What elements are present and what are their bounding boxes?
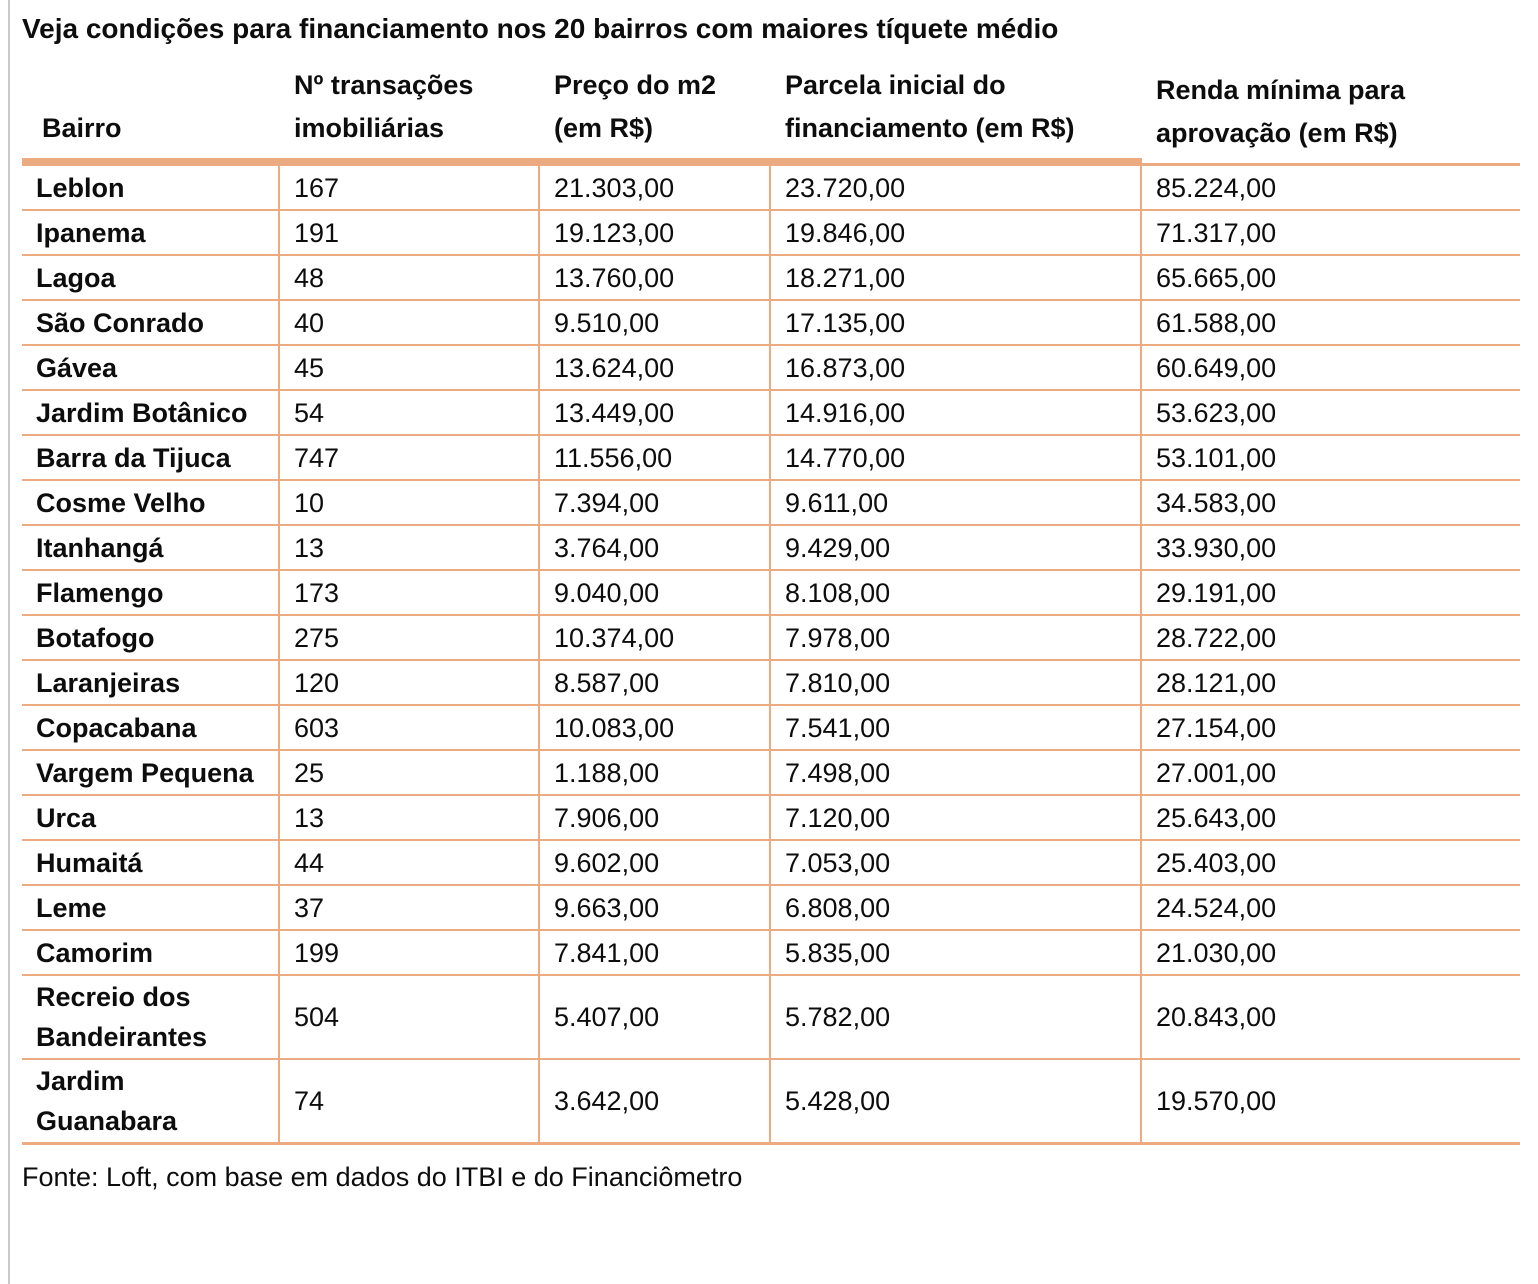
renda-cell: 27.001,00 xyxy=(1142,751,1520,796)
transacoes-cell: 167 xyxy=(280,166,540,211)
parcela-cell: 6.808,00 xyxy=(771,886,1142,931)
transacoes-cell: 191 xyxy=(280,211,540,256)
bairro-cell: Laranjeiras xyxy=(22,661,280,706)
parcela-cell: 23.720,00 xyxy=(771,166,1142,211)
column-header-transacoes: Nº transações imobiliárias xyxy=(280,46,540,166)
table-row xyxy=(22,931,1520,976)
preco-m2-cell: 21.303,00 xyxy=(540,166,771,211)
table-header xyxy=(22,46,1520,166)
header-row xyxy=(22,46,1520,166)
parcela-cell: 7.498,00 xyxy=(771,751,1142,796)
transacoes-cell: 45 xyxy=(280,346,540,391)
parcela-cell: 7.120,00 xyxy=(771,796,1142,841)
table-row xyxy=(22,346,1520,391)
financing-conditions-table xyxy=(22,46,1520,1145)
table-row xyxy=(22,436,1520,481)
column-header-parcela-inicial: Parcela inicial do financiamento (em R$) xyxy=(771,46,1142,166)
renda-cell: 27.154,00 xyxy=(1142,706,1520,751)
parcela-cell: 14.770,00 xyxy=(771,436,1142,481)
transacoes-cell: 54 xyxy=(280,391,540,436)
table-row xyxy=(22,751,1520,796)
parcela-cell: 7.541,00 xyxy=(771,706,1142,751)
preco-m2-cell: 3.642,00 xyxy=(540,1060,771,1145)
transacoes-cell: 199 xyxy=(280,931,540,976)
table-title: Veja condições para financiamento nos 20 bairros com maiores tíquete médio xyxy=(22,13,1059,44)
renda-cell: 53.101,00 xyxy=(1142,436,1520,481)
renda-cell: 21.030,00 xyxy=(1142,931,1520,976)
preco-m2-cell: 13.624,00 xyxy=(540,346,771,391)
bairro-cell: Botafogo xyxy=(22,616,280,661)
bairro-cell: Leme xyxy=(22,886,280,931)
parcela-cell: 18.271,00 xyxy=(771,256,1142,301)
parcela-cell: 19.846,00 xyxy=(771,211,1142,256)
preco-m2-cell: 1.188,00 xyxy=(540,751,771,796)
parcela-cell: 7.978,00 xyxy=(771,616,1142,661)
renda-cell: 85.224,00 xyxy=(1142,166,1520,211)
bairro-cell: Humaitá xyxy=(22,841,280,886)
bairro-cell: Urca xyxy=(22,796,280,841)
parcela-cell: 17.135,00 xyxy=(771,301,1142,346)
parcela-cell: 9.611,00 xyxy=(771,481,1142,526)
renda-cell: 28.722,00 xyxy=(1142,616,1520,661)
preco-m2-cell: 11.556,00 xyxy=(540,436,771,481)
preco-m2-cell: 9.663,00 xyxy=(540,886,771,931)
bairro-cell: Recreio dos Bandeirantes xyxy=(22,976,280,1060)
bairro-cell: Flamengo xyxy=(22,571,280,616)
transacoes-cell: 74 xyxy=(280,1060,540,1145)
table-row xyxy=(22,976,1520,1060)
transacoes-cell: 40 xyxy=(280,301,540,346)
parcela-cell: 5.835,00 xyxy=(771,931,1142,976)
renda-cell: 19.570,00 xyxy=(1142,1060,1520,1145)
transacoes-cell: 13 xyxy=(280,526,540,571)
renda-cell: 65.665,00 xyxy=(1142,256,1520,301)
bairro-cell: Copacabana xyxy=(22,706,280,751)
parcela-cell: 5.782,00 xyxy=(771,976,1142,1060)
transacoes-cell: 25 xyxy=(280,751,540,796)
table-row xyxy=(22,1060,1520,1145)
preco-m2-cell: 10.374,00 xyxy=(540,616,771,661)
parcela-cell: 8.108,00 xyxy=(771,571,1142,616)
table-row xyxy=(22,706,1520,751)
bairro-cell: Jardim Botânico xyxy=(22,391,280,436)
parcela-cell: 16.873,00 xyxy=(771,346,1142,391)
transacoes-cell: 10 xyxy=(280,481,540,526)
column-header-renda-minima: Renda mínima para aprovação (em R$) xyxy=(1142,46,1520,166)
transacoes-cell: 173 xyxy=(280,571,540,616)
transacoes-cell: 747 xyxy=(280,436,540,481)
bairro-cell: Gávea xyxy=(22,346,280,391)
table-row xyxy=(22,301,1520,346)
bairro-cell: Jardim Guanabara xyxy=(22,1060,280,1145)
table-row xyxy=(22,211,1520,256)
table-row xyxy=(22,796,1520,841)
table-row xyxy=(22,661,1520,706)
renda-cell: 25.643,00 xyxy=(1142,796,1520,841)
transacoes-cell: 275 xyxy=(280,616,540,661)
transacoes-cell: 603 xyxy=(280,706,540,751)
bairro-cell: Lagoa xyxy=(22,256,280,301)
preco-m2-cell: 9.510,00 xyxy=(540,301,771,346)
renda-cell: 53.623,00 xyxy=(1142,391,1520,436)
bairro-cell: Itanhangá xyxy=(22,526,280,571)
preco-m2-cell: 13.760,00 xyxy=(540,256,771,301)
renda-cell: 60.649,00 xyxy=(1142,346,1520,391)
bairro-cell: Ipanema xyxy=(22,211,280,256)
table-row xyxy=(22,391,1520,436)
transacoes-cell: 504 xyxy=(280,976,540,1060)
bairro-cell: Vargem Pequena xyxy=(22,751,280,796)
source-note: Fonte: Loft, com base em dados do ITBI e do Financiômetro xyxy=(22,1162,743,1192)
table-row xyxy=(22,886,1520,931)
bairro-cell: Cosme Velho xyxy=(22,481,280,526)
table-body xyxy=(22,166,1520,1145)
renda-cell: 71.317,00 xyxy=(1142,211,1520,256)
preco-m2-cell: 9.040,00 xyxy=(540,571,771,616)
bairro-cell: Barra da Tijuca xyxy=(22,436,280,481)
table-row xyxy=(22,526,1520,571)
table-row xyxy=(22,166,1520,211)
table-row xyxy=(22,481,1520,526)
preco-m2-cell: 7.394,00 xyxy=(540,481,771,526)
bairro-cell: São Conrado xyxy=(22,301,280,346)
renda-cell: 20.843,00 xyxy=(1142,976,1520,1060)
table-row xyxy=(22,571,1520,616)
renda-cell: 29.191,00 xyxy=(1142,571,1520,616)
renda-cell: 28.121,00 xyxy=(1142,661,1520,706)
parcela-cell: 9.429,00 xyxy=(771,526,1142,571)
bairro-cell: Leblon xyxy=(22,166,280,211)
renda-cell: 34.583,00 xyxy=(1142,481,1520,526)
preco-m2-cell: 3.764,00 xyxy=(540,526,771,571)
transacoes-cell: 44 xyxy=(280,841,540,886)
table-row xyxy=(22,616,1520,661)
parcela-cell: 14.916,00 xyxy=(771,391,1142,436)
parcela-cell: 7.053,00 xyxy=(771,841,1142,886)
parcela-cell: 7.810,00 xyxy=(771,661,1142,706)
transacoes-cell: 48 xyxy=(280,256,540,301)
preco-m2-cell: 7.906,00 xyxy=(540,796,771,841)
preco-m2-cell: 9.602,00 xyxy=(540,841,771,886)
transacoes-cell: 120 xyxy=(280,661,540,706)
renda-cell: 24.524,00 xyxy=(1142,886,1520,931)
preco-m2-cell: 7.841,00 xyxy=(540,931,771,976)
preco-m2-cell: 8.587,00 xyxy=(540,661,771,706)
table-row xyxy=(22,841,1520,886)
transacoes-cell: 37 xyxy=(280,886,540,931)
preco-m2-cell: 5.407,00 xyxy=(540,976,771,1060)
column-header-preco-m2: Preço do m2 (em R$) xyxy=(540,46,771,166)
preco-m2-cell: 10.083,00 xyxy=(540,706,771,751)
renda-cell: 61.588,00 xyxy=(1142,301,1520,346)
preco-m2-cell: 19.123,00 xyxy=(540,211,771,256)
renda-cell: 33.930,00 xyxy=(1142,526,1520,571)
preco-m2-cell: 13.449,00 xyxy=(540,391,771,436)
table-row xyxy=(22,256,1520,301)
renda-cell: 25.403,00 xyxy=(1142,841,1520,886)
transacoes-cell: 13 xyxy=(280,796,540,841)
bairro-cell: Camorim xyxy=(22,931,280,976)
parcela-cell: 5.428,00 xyxy=(771,1060,1142,1145)
column-header-bairro: Bairro xyxy=(22,46,280,166)
article-table-page xyxy=(8,0,1538,1284)
